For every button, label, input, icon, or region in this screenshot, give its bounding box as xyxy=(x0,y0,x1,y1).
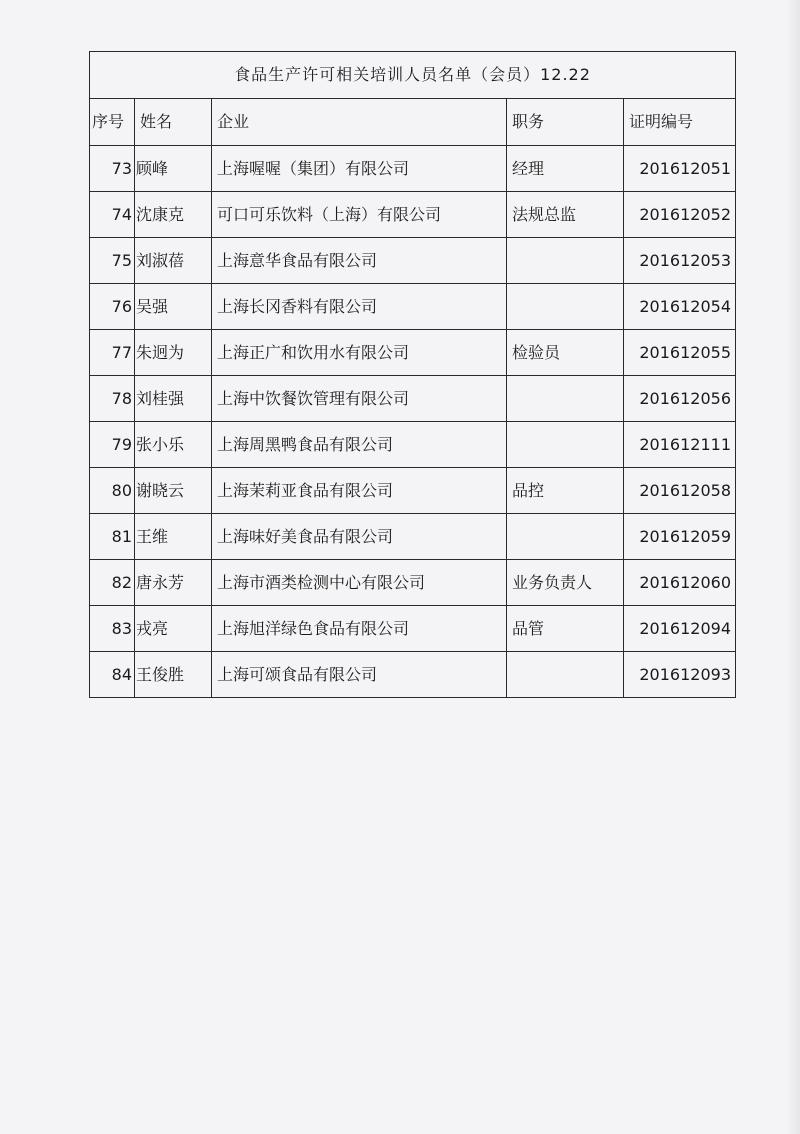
row-number: 81 xyxy=(90,514,135,560)
person-name: 刘桂强 xyxy=(135,376,212,422)
certificate-number: 201612059 xyxy=(624,514,736,560)
row-number: 75 xyxy=(90,238,135,284)
row-number: 80 xyxy=(90,468,135,514)
header-name: 姓名 xyxy=(135,99,212,146)
person-name: 戎亮 xyxy=(135,606,212,652)
certificate-number: 201612051 xyxy=(624,146,736,192)
header-company: 企业 xyxy=(212,99,507,146)
company-name: 上海味好美食品有限公司 xyxy=(212,514,507,560)
company-name: 上海可颂食品有限公司 xyxy=(212,652,507,698)
table-header-row xyxy=(90,99,736,146)
table-row xyxy=(90,514,736,560)
table-row xyxy=(90,238,736,284)
person-name: 谢晓云 xyxy=(135,468,212,514)
job-position: 法规总监 xyxy=(507,192,624,238)
job-position xyxy=(507,514,624,560)
job-position: 经理 xyxy=(507,146,624,192)
table-row xyxy=(90,652,736,698)
row-number: 79 xyxy=(90,422,135,468)
company-name: 上海旭洋绿色食品有限公司 xyxy=(212,606,507,652)
person-name: 王俊胜 xyxy=(135,652,212,698)
person-name: 王维 xyxy=(135,514,212,560)
certificate-number: 201612056 xyxy=(624,376,736,422)
person-name: 张小乐 xyxy=(135,422,212,468)
table-row xyxy=(90,376,736,422)
job-position xyxy=(507,652,624,698)
company-name: 上海长冈香料有限公司 xyxy=(212,284,507,330)
certificate-number: 201612052 xyxy=(624,192,736,238)
job-position: 品管 xyxy=(507,606,624,652)
table-body xyxy=(90,146,736,698)
person-name: 唐永芳 xyxy=(135,560,212,606)
table-row xyxy=(90,606,736,652)
certificate-number: 201612093 xyxy=(624,652,736,698)
certificate-number: 201612058 xyxy=(624,468,736,514)
company-name: 上海正广和饮用水有限公司 xyxy=(212,330,507,376)
job-position: 业务负责人 xyxy=(507,560,624,606)
job-position xyxy=(507,238,624,284)
certificate-number: 201612055 xyxy=(624,330,736,376)
job-position xyxy=(507,422,624,468)
job-position: 检验员 xyxy=(507,330,624,376)
row-number: 84 xyxy=(90,652,135,698)
header-cert: 证明编号 xyxy=(624,99,736,146)
page-edge-shadow xyxy=(786,0,800,1134)
person-name: 刘淑蓓 xyxy=(135,238,212,284)
row-number: 82 xyxy=(90,560,135,606)
row-number: 73 xyxy=(90,146,135,192)
job-position: 品控 xyxy=(507,468,624,514)
table-row xyxy=(90,330,736,376)
company-name: 可口可乐饮料（上海）有限公司 xyxy=(212,192,507,238)
person-name: 沈康克 xyxy=(135,192,212,238)
company-name: 上海喔喔（集团）有限公司 xyxy=(212,146,507,192)
row-number: 78 xyxy=(90,376,135,422)
certificate-number: 201612111 xyxy=(624,422,736,468)
company-name: 上海意华食品有限公司 xyxy=(212,238,507,284)
table-row xyxy=(90,146,736,192)
document-title: 食品生产许可相关培训人员名单（会员）12.22 xyxy=(90,52,736,99)
certificate-number: 201612054 xyxy=(624,284,736,330)
company-name: 上海市酒类检测中心有限公司 xyxy=(212,560,507,606)
table-row xyxy=(90,422,736,468)
job-position xyxy=(507,376,624,422)
training-roster-table xyxy=(89,51,736,698)
company-name: 上海中饮餐饮管理有限公司 xyxy=(212,376,507,422)
header-position: 职务 xyxy=(507,99,624,146)
row-number: 83 xyxy=(90,606,135,652)
table-row xyxy=(90,192,736,238)
company-name: 上海周黑鸭食品有限公司 xyxy=(212,422,507,468)
person-name: 朱迥为 xyxy=(135,330,212,376)
job-position xyxy=(507,284,624,330)
person-name: 顾峰 xyxy=(135,146,212,192)
table-row xyxy=(90,560,736,606)
table-row xyxy=(90,284,736,330)
certificate-number: 201612094 xyxy=(624,606,736,652)
row-number: 77 xyxy=(90,330,135,376)
row-number: 76 xyxy=(90,284,135,330)
company-name: 上海茉莉亚食品有限公司 xyxy=(212,468,507,514)
certificate-number: 201612053 xyxy=(624,238,736,284)
certificate-number: 201612060 xyxy=(624,560,736,606)
row-number: 74 xyxy=(90,192,135,238)
person-name: 吴强 xyxy=(135,284,212,330)
header-no: 序号 xyxy=(90,99,135,146)
table-row xyxy=(90,468,736,514)
